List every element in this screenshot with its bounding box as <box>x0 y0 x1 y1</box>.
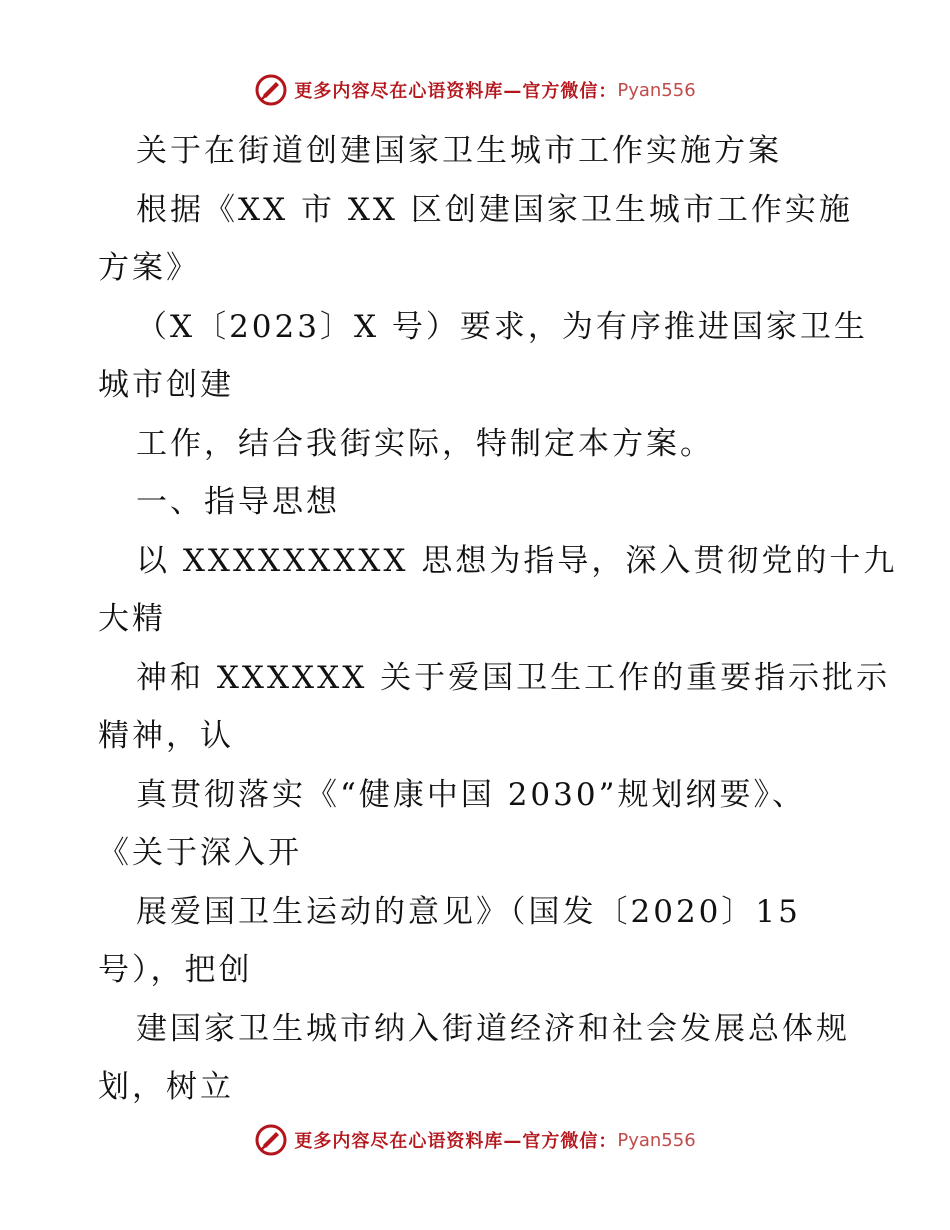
text-line: 工作，结合我街实际，特制定本方案。 <box>136 425 714 462</box>
text-line: 《关于深入开 <box>98 835 302 871</box>
logo-icon <box>254 73 288 107</box>
text-line: 城市创建 <box>98 367 234 403</box>
text-line: 划，树立 <box>98 1069 234 1105</box>
logo-icon <box>254 1123 288 1157</box>
document-body <box>98 122 898 1117</box>
text-line: 建国家卫生城市纳入街道经济和社会发展总体规 <box>136 1010 850 1047</box>
text-line: 大精 <box>98 601 166 637</box>
watermark-id: Pyan556 <box>617 79 696 101</box>
text-line: 精神，认 <box>98 718 234 754</box>
section-heading: 一、指导思想 <box>136 484 340 520</box>
text-line: 方案》 <box>98 250 200 286</box>
text-line: 号），把创 <box>98 952 253 988</box>
watermark-text: 更多内容尽在心语资料库—官方微信： <box>294 1131 618 1152</box>
text-line: 神和 XXXXXX 关于爱国卫生工作的重要指示批示 <box>136 659 891 696</box>
text-line: 根据《XX 市 XX 区创建国家卫生城市工作实施 <box>136 191 853 228</box>
text-line: 展爱国卫生运动的意见》（国发〔2020〕15 <box>136 893 801 930</box>
watermark-id: Pyan556 <box>617 1129 696 1151</box>
watermark-text: 更多内容尽在心语资料库—官方微信： <box>294 81 618 102</box>
text-line: 真贯彻落实《“健康中国 2030”规划纲要》、 <box>136 776 806 813</box>
text-line: （X〔2023〕X 号）要求，为有序推进国家卫生 <box>136 308 868 345</box>
text-line: 以 XXXXXXXXX 思想为指导，深入贯彻党的十九 <box>136 542 898 579</box>
watermark-banner-top <box>0 70 950 110</box>
watermark-banner-bottom <box>0 1120 950 1160</box>
document-title: 关于在街道创建国家卫生城市工作实施方案 <box>136 133 782 169</box>
